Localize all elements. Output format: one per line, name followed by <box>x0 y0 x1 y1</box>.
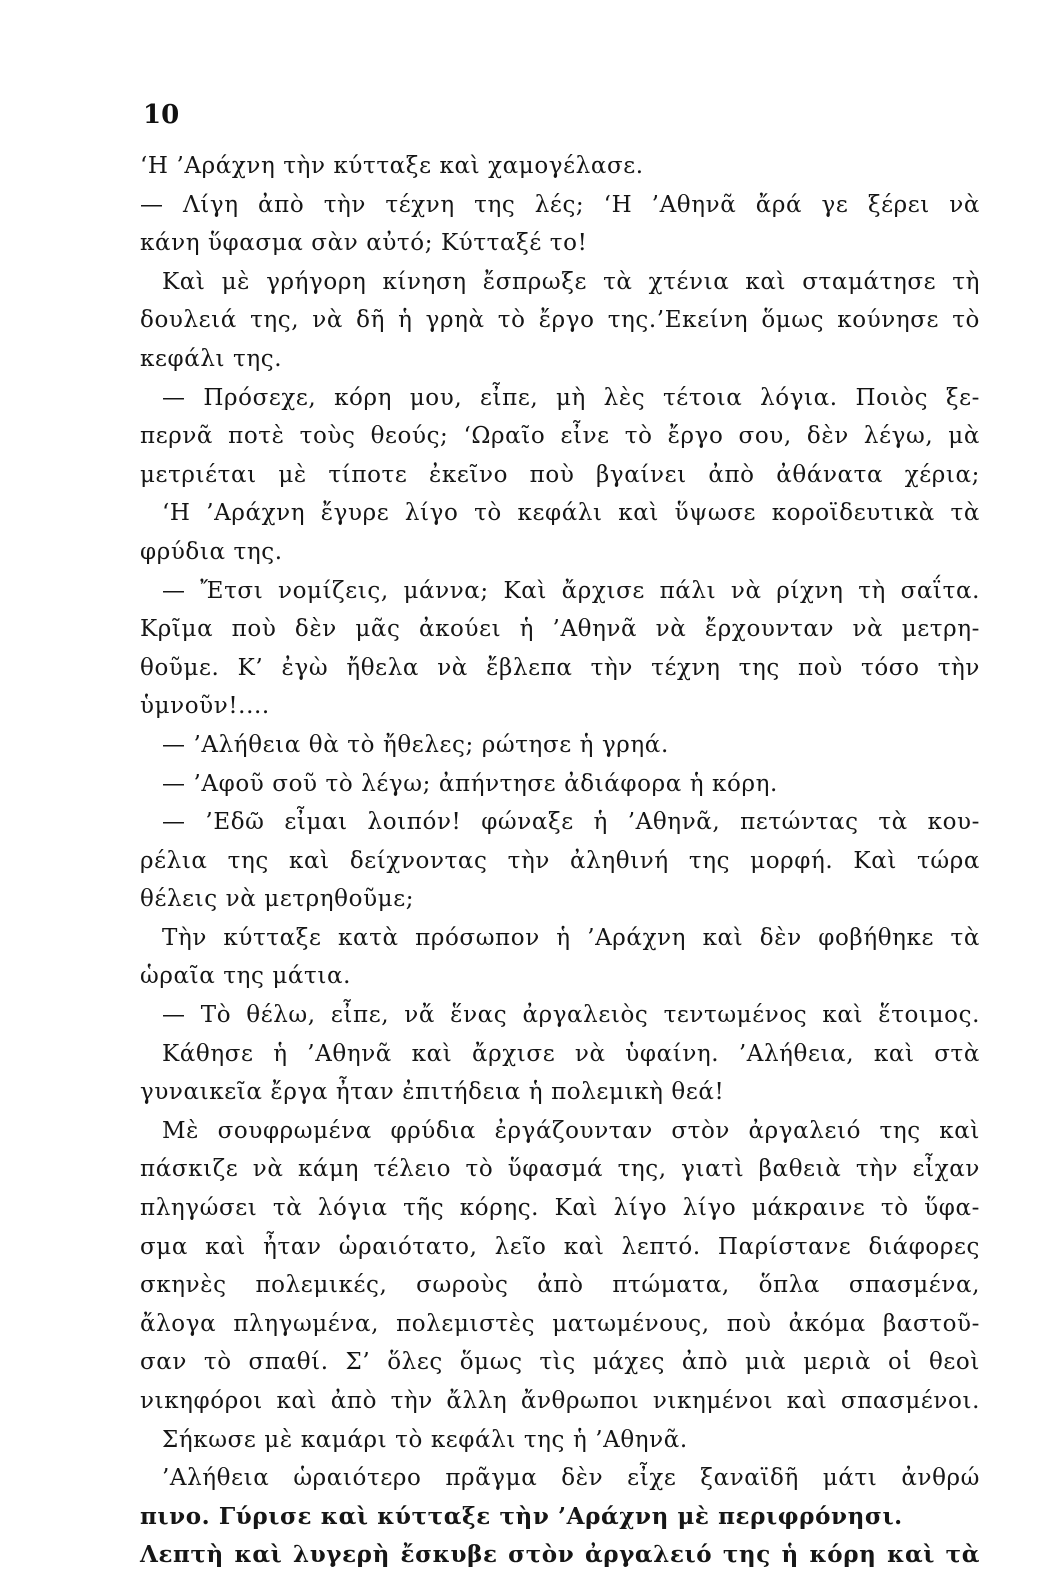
body-text <box>140 147 980 1575</box>
text-line: — Πρόσεχε, κόρη μου, εἶπε, μὴ λὲς τέτοια λόγια. Ποιὸς ξε- <box>162 384 980 411</box>
text-line: γυναικεῖα ἔργα ἦταν ἐπιτήδεια ἡ πολεμικὴ θεά! <box>140 1079 725 1106</box>
text-line: φρύδια της. <box>140 538 283 565</box>
text-line: πάσκιζε νὰ κάμη τέλειο τὸ ὕφασμά της, γιατὶ βαθειὰ τὴν εἶχαν <box>140 1156 980 1183</box>
text-line: σκηνὲς πολεμικές, σωροὺς ἀπὸ πτώματα, ὅπλα σπασμένα, <box>140 1272 980 1299</box>
text-line: σαν τὸ σπαθί. Σ’ ὅλες ὅμως τὶς μάχες ἀπὸ μιὰ μεριὰ οἱ θεοὶ <box>140 1349 980 1376</box>
text-line: θοῦμε. Κ’ ἐγὼ ἤθελα νὰ ἔβλεπα τὴν τέχνη της ποὺ τόσο τὴν <box>140 654 980 681</box>
text-line: ρέλια της καὶ δείχνοντας τὴν ἀληθινή της μορφή. Καὶ τώρα <box>140 847 980 874</box>
text-line: ἄλογα πληγωμένα, πολεμιστὲς ματωμένους, ποὺ ἀκόμα βαστοῦ- <box>140 1310 980 1337</box>
text-line: περνᾶ ποτὲ τοὺς θεούς; ‘Ωραῖο εἶνε τὸ ἔργο σου, δὲν λέγω, μὰ <box>140 423 980 450</box>
text-line: — ’Αλήθεια θὰ τὸ ἤθελες; ρώτησε ἡ γρηά. <box>162 731 669 758</box>
text-line: δουλειά της, νὰ δῆ ἡ γρηὰ τὸ ἔργο της.’Εκείνη ὅμως κούνησε τὸ <box>140 307 980 334</box>
page-number: 10 <box>143 100 180 130</box>
text-line: Καὶ μὲ γρήγορη κίνηση ἔσπρωξε τὰ χτένια καὶ σταμάτησε τὴ <box>162 268 980 295</box>
text-line: Τὴν κύτταξε κατὰ πρόσωπον ἡ ’Αράχνη καὶ δὲν φοβήθηκε τὰ <box>162 924 980 951</box>
text-line: πληγώσει τὰ λόγια τῆς κόρης. Καὶ λίγο λίγο μάκραινε τὸ ὕφα- <box>140 1195 980 1222</box>
text-line: σμα καὶ ἦταν ὡραιότατο, λεῖο καὶ λεπτό. Παρίστανε διάφορες <box>140 1233 980 1260</box>
text-line: — ’Αφοῦ σοῦ τὸ λέγω; ἀπήντησε ἀδιάφορα ἡ κόρη. <box>162 770 778 797</box>
text-line: μετριέται μὲ τίποτε ἐκεῖνο ποὺ βγαίνει ἀπὸ ἀθάνατα χέρια; <box>140 461 980 488</box>
text-line: ‘Η ’Αράχνη τὴν κύτταξε καὶ χαμογέλασε. <box>140 153 644 179</box>
text-line: ’Αλήθεια ὡραιότερο πρᾶγμα δὲν εἶχε ξαναϊδῆ μάτι ἀνθρώ <box>162 1465 980 1492</box>
text-line: Κρῖμα ποὺ δὲν μᾶς ἀκούει ἡ ’Αθηνᾶ νὰ ἔρχουνταν νὰ μετρη- <box>140 616 980 643</box>
text-line: ὑμνοῦν!.... <box>140 693 270 720</box>
text-line: — Τὸ θέλω, εἶπε, νἄ ἕνας ἀργαλειὸς τεντωμένος καὶ ἕτοιμος. <box>162 1002 980 1029</box>
text-line: Σήκωσε μὲ καμάρι τὸ κεφάλι της ἡ ’Αθηνᾶ. <box>162 1426 688 1453</box>
text-line: Λεπτὴ καὶ λυγερὴ ἔσκυβε στὸν ἀργαλειό της ἡ κόρη καὶ τὰ <box>140 1541 980 1569</box>
text-line: πινο. Γύρισε καὶ κύτταξε τὴν ’Αράχνη μὲ περιφρόνησι. <box>140 1502 903 1530</box>
text-line: νικηφόροι καὶ ἀπὸ τὴν ἄλλη ἄνθρωποι νικημένοι καὶ σπασμένοι. <box>140 1388 980 1414</box>
text-line: — ’Εδῶ εἶμαι λοιπόν! φώναξε ἡ ’Αθηνᾶ, πετώντας τὰ κου- <box>162 809 980 836</box>
text-line: κεφάλι της. <box>140 345 283 372</box>
text-line: Κάθησε ἡ ’Αθηνᾶ καὶ ἄρχισε νὰ ὑφαίνη. ’Αλήθεια, καὶ στὰ <box>162 1040 980 1067</box>
text-line: — Ἔτσι νομίζεις, μάννα; Καὶ ἄρχισε πάλι νὰ ρίχνη τὴ σαΐτα. <box>162 577 980 604</box>
text-line: — Λίγη ἀπὸ τὴν τέχνη της λές; ‘Η ’Αθηνᾶ ἄρά γε ξέρει νὰ <box>140 191 980 218</box>
text-line: ὡραῖα της μάτια. <box>140 963 352 990</box>
text-line: ‘Η ’Αράχνη ἔγυρε λίγο τὸ κεφάλι καὶ ὕψωσε κοροϊδευτικὰ τὰ <box>162 500 980 527</box>
text-line: κάνη ὕφασμα σὰν αὐτό; Κύτταξέ το! <box>140 230 588 257</box>
text-line: θέλεις νὰ μετρηθοῦμε; <box>140 886 415 913</box>
text-line: Μὲ σουφρωμένα φρύδια ἐργάζουνταν στὸν ἀργαλειό της καὶ <box>162 1117 980 1144</box>
